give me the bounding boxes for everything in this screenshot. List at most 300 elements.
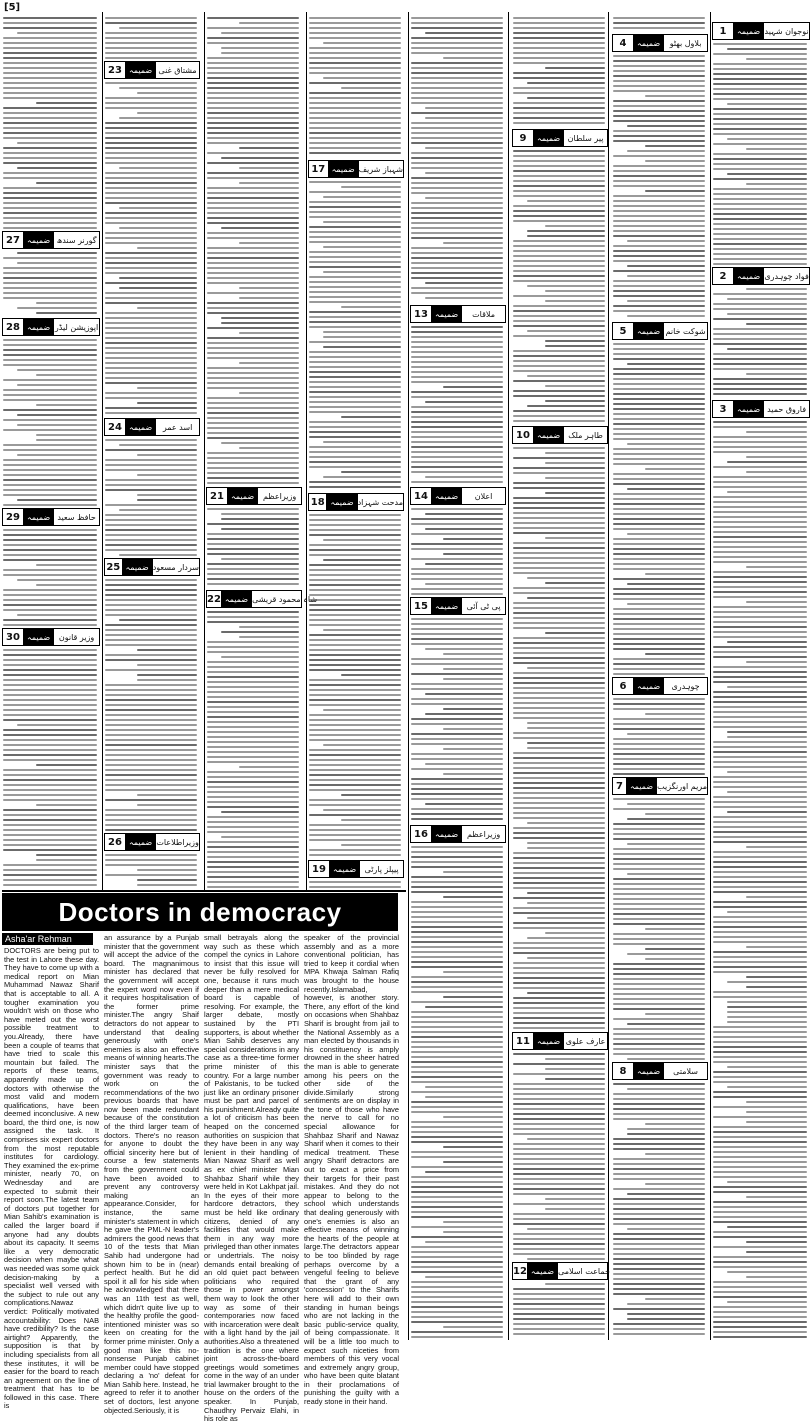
- urdu-text-line: [309, 82, 401, 84]
- urdu-text-line: [411, 1066, 503, 1068]
- section-head: [2, 231, 100, 249]
- urdu-text-line: [309, 799, 401, 801]
- urdu-text-line: [239, 447, 299, 449]
- urdu-text-line: [309, 649, 401, 651]
- urdu-text-line: [513, 712, 605, 714]
- urdu-text-line: [323, 336, 401, 338]
- urdu-text-line: [207, 337, 299, 339]
- urdu-text-block: [513, 444, 605, 1030]
- urdu-text-line: [137, 674, 197, 676]
- urdu-text-line: [309, 614, 401, 616]
- urdu-text-line: [411, 361, 503, 363]
- urdu-text-line: [613, 1158, 705, 1160]
- section-number: 14: [414, 490, 428, 502]
- urdu-text-line: [746, 1196, 807, 1198]
- urdu-text-line: [207, 377, 299, 379]
- section-number: 7: [615, 780, 623, 792]
- urdu-text-line: [713, 1151, 807, 1153]
- urdu-text-line: [727, 1181, 807, 1183]
- urdu-text-line: [3, 704, 97, 706]
- urdu-text-line: [513, 922, 605, 924]
- urdu-text-line: [105, 32, 197, 34]
- urdu-text-line: [137, 307, 197, 309]
- urdu-text-line: [105, 132, 197, 134]
- urdu-text-line: [105, 297, 197, 299]
- urdu-text-line: [746, 661, 807, 663]
- urdu-text-line: [613, 105, 705, 107]
- urdu-text-line: [207, 716, 299, 718]
- urdu-text-line: [713, 526, 807, 528]
- urdu-text-line: [713, 343, 807, 345]
- urdu-text-line: [627, 275, 705, 277]
- urdu-text-line: [513, 972, 605, 974]
- urdu-text-line: [425, 117, 503, 119]
- urdu-text-line: [613, 215, 705, 217]
- urdu-text-line: [105, 322, 197, 324]
- urdu-text-line: [341, 674, 401, 676]
- urdu-text-line: [513, 1108, 605, 1110]
- urdu-text-line: [207, 851, 299, 853]
- urdu-text-line: [545, 1078, 605, 1080]
- urdu-text-line: [3, 17, 97, 19]
- urdu-text-line: [613, 723, 705, 725]
- urdu-text-line: [425, 563, 503, 565]
- urdu-text-line: [411, 951, 503, 953]
- urdu-text-line: [513, 607, 605, 609]
- urdu-text-line: [411, 1321, 503, 1323]
- urdu-text-line: [411, 1061, 503, 1063]
- urdu-text-line: [443, 1231, 503, 1233]
- urdu-text-line: [713, 113, 807, 115]
- urdu-text-line: [613, 290, 705, 292]
- urdu-text-line: [309, 316, 401, 318]
- urdu-text-line: [513, 802, 605, 804]
- section-number: 13: [414, 308, 428, 320]
- urdu-text-line: [105, 177, 197, 179]
- urdu-text-line: [207, 67, 299, 69]
- urdu-text-line: [3, 157, 97, 159]
- urdu-text-line: [411, 518, 503, 520]
- urdu-text-line: [613, 968, 705, 970]
- urdu-text-line: [713, 451, 807, 453]
- urdu-text-line: [3, 359, 97, 361]
- urdu-text-line: [411, 956, 503, 958]
- urdu-text-line: [411, 1111, 503, 1113]
- urdu-text-line: [411, 371, 503, 373]
- urdu-text-line: [627, 1088, 705, 1090]
- urdu-text-line: [713, 496, 807, 498]
- urdu-text-line: [221, 47, 299, 49]
- urdu-text-line: [513, 1022, 605, 1024]
- urdu-text-line: [309, 679, 401, 681]
- urdu-text-line: [36, 764, 97, 766]
- urdu-text-line: [513, 862, 605, 864]
- urdu-text-line: [513, 497, 605, 499]
- urdu-text-line: [411, 793, 503, 795]
- urdu-text-line: [411, 446, 503, 448]
- urdu-text-line: [411, 1021, 503, 1023]
- section-tag: ضمیمہ: [533, 426, 564, 444]
- urdu-text-line: [613, 245, 705, 247]
- urdu-text-line: [221, 528, 299, 530]
- urdu-text-line: [613, 1163, 705, 1165]
- urdu-text-line: [613, 453, 705, 455]
- urdu-text-line: [3, 267, 97, 269]
- urdu-text-line: [3, 444, 97, 446]
- urdu-text-line: [309, 544, 401, 546]
- urdu-text-line: [613, 618, 705, 620]
- urdu-text-line: [627, 803, 705, 805]
- urdu-text-line: [341, 819, 401, 821]
- urdu-text-line: [309, 241, 401, 243]
- urdu-text-block: [207, 505, 299, 588]
- urdu-text-line: [713, 1026, 807, 1028]
- urdu-text-line: [411, 1196, 503, 1198]
- urdu-text-line: [746, 946, 807, 948]
- urdu-text-line: [627, 363, 705, 365]
- urdu-text-line: [713, 646, 807, 648]
- urdu-text-line: [513, 647, 605, 649]
- urdu-text-line: [207, 508, 299, 510]
- urdu-text-line: [411, 351, 503, 353]
- urdu-text-line: [527, 1228, 605, 1230]
- urdu-text-line: [613, 838, 705, 840]
- urdu-text-line: [613, 1188, 705, 1190]
- urdu-text-line: [105, 122, 197, 124]
- urdu-text-line: [713, 881, 807, 883]
- section-head: [2, 508, 100, 526]
- urdu-text-line: [425, 528, 503, 530]
- urdu-text-line: [713, 78, 807, 80]
- urdu-text-line: [3, 494, 97, 496]
- urdu-text-block: [207, 608, 299, 888]
- urdu-text-line: [309, 201, 401, 203]
- section-tag: ضمیمہ: [122, 558, 153, 576]
- urdu-text-line: [3, 669, 97, 671]
- urdu-text-line: [613, 993, 705, 995]
- urdu-text-line: [513, 107, 605, 109]
- urdu-text-line: [411, 1076, 503, 1078]
- column-rule: [204, 12, 205, 890]
- urdu-text-line: [713, 801, 807, 803]
- urdu-text-line: [207, 212, 299, 214]
- urdu-text-line: [613, 1208, 705, 1210]
- urdu-text-line: [105, 809, 197, 811]
- urdu-text-line: [727, 138, 807, 140]
- urdu-text-line: [713, 83, 807, 85]
- section-name: بلاول بھٹو: [669, 38, 702, 48]
- urdu-text-line: [411, 471, 503, 473]
- urdu-text-line: [105, 392, 197, 394]
- urdu-text-line: [425, 476, 503, 478]
- urdu-text-line: [627, 843, 705, 845]
- urdu-text-line: [17, 724, 97, 726]
- urdu-text-line: [105, 639, 197, 641]
- urdu-text-line: [527, 847, 605, 849]
- section-number: 1: [719, 25, 727, 37]
- urdu-text-line: [513, 52, 605, 54]
- urdu-text-line: [411, 961, 503, 963]
- urdu-text-line: [411, 247, 503, 249]
- urdu-text-line: [713, 1201, 807, 1203]
- urdu-text-line: [513, 1143, 605, 1145]
- urdu-text-line: [323, 809, 401, 811]
- urdu-text-line: [713, 746, 807, 748]
- urdu-text-line: [3, 504, 97, 506]
- urdu-text-line: [207, 407, 299, 409]
- urdu-text-line: [513, 657, 605, 659]
- urdu-text-line: [513, 487, 605, 489]
- urdu-text-line: [17, 499, 97, 501]
- urdu-text-line: [105, 157, 197, 159]
- urdu-text-line: [627, 1133, 705, 1135]
- urdu-text-line: [207, 548, 299, 550]
- urdu-text-line: [613, 398, 705, 400]
- section-number: 9: [519, 132, 527, 144]
- urdu-text-line: [513, 205, 605, 207]
- urdu-text-line: [3, 759, 97, 761]
- urdu-text-line: [221, 322, 299, 324]
- urdu-text-line: [3, 754, 97, 756]
- urdu-text-line: [713, 73, 807, 75]
- urdu-text-line: [627, 1058, 705, 1060]
- urdu-text-line: [425, 803, 503, 805]
- urdu-text-line: [411, 861, 503, 863]
- urdu-text-line: [613, 808, 705, 810]
- urdu-text-line: [207, 432, 299, 434]
- urdu-text-line: [3, 769, 97, 771]
- urdu-text-line: [3, 192, 97, 194]
- urdu-text-line: [207, 112, 299, 114]
- urdu-text-line: [713, 741, 807, 743]
- urdu-text-line: [105, 372, 197, 374]
- urdu-text-line: [411, 688, 503, 690]
- urdu-text-line: [527, 742, 605, 744]
- urdu-text-line: [713, 951, 807, 953]
- urdu-text-line: [613, 17, 705, 19]
- urdu-text-line: [411, 753, 503, 755]
- urdu-text-line: [613, 553, 705, 555]
- urdu-text-line: [527, 957, 605, 959]
- urdu-text-line: [613, 90, 705, 92]
- urdu-text-line: [713, 941, 807, 943]
- urdu-text-line: [513, 627, 605, 629]
- section-head: [612, 777, 708, 795]
- urdu-text-line: [513, 702, 605, 704]
- urdu-text-line: [221, 442, 299, 444]
- urdu-text-line: [105, 824, 197, 826]
- urdu-text-line: [309, 466, 401, 468]
- urdu-text-line: [613, 1003, 705, 1005]
- urdu-text-line: [207, 217, 299, 219]
- urdu-text-line: [411, 396, 503, 398]
- urdu-text-line: [727, 48, 807, 50]
- urdu-text-line: [239, 167, 299, 169]
- urdu-text-line: [411, 618, 503, 620]
- urdu-text-line: [613, 1043, 705, 1045]
- urdu-text-line: [207, 791, 299, 793]
- urdu-text-line: [105, 262, 197, 264]
- urdu-text-line: [309, 519, 401, 521]
- urdu-text-line: [513, 175, 605, 177]
- urdu-text-line: [3, 339, 97, 341]
- urdu-text-line: [513, 527, 605, 529]
- urdu-text-line: [513, 872, 605, 874]
- urdu-text-line: [746, 1101, 807, 1103]
- urdu-text-line: [411, 1296, 503, 1298]
- urdu-text-line: [411, 936, 503, 938]
- urdu-text-line: [207, 826, 299, 828]
- urdu-text-line: [613, 1253, 705, 1255]
- urdu-text-line: [513, 532, 605, 534]
- urdu-text-line: [309, 774, 401, 776]
- urdu-text-line: [309, 376, 401, 378]
- urdu-text-line: [207, 761, 299, 763]
- urdu-text-line: [411, 543, 503, 545]
- urdu-text-line: [411, 1156, 503, 1158]
- section-number: 24: [108, 421, 122, 433]
- urdu-text-line: [425, 763, 503, 765]
- urdu-text-line: [207, 543, 299, 545]
- urdu-text-line: [513, 797, 605, 799]
- urdu-text-line: [513, 1002, 605, 1004]
- urdu-text-line: [513, 757, 605, 759]
- urdu-text-line: [713, 996, 807, 998]
- section-head: [104, 61, 200, 79]
- section-tag: ضمیمہ: [733, 400, 764, 418]
- urdu-text-line: [613, 235, 705, 237]
- urdu-text-line: [513, 787, 605, 789]
- urdu-text-line: [613, 738, 705, 740]
- urdu-text-line: [613, 343, 705, 345]
- urdu-text-line: [207, 696, 299, 698]
- urdu-text-line: [309, 17, 401, 19]
- urdu-text-line: [119, 277, 197, 279]
- urdu-text-line: [513, 482, 605, 484]
- urdu-text-line: [3, 689, 97, 691]
- urdu-text-line: [3, 47, 97, 49]
- urdu-text-line: [513, 1073, 605, 1075]
- urdu-text-line: [545, 225, 605, 227]
- urdu-text-line: [613, 100, 705, 102]
- urdu-text-line: [309, 147, 401, 149]
- urdu-text-line: [513, 962, 605, 964]
- urdu-text-line: [713, 611, 807, 613]
- urdu-text-line: [309, 107, 401, 109]
- urdu-text-line: [309, 72, 401, 74]
- urdu-text-line: [513, 557, 605, 559]
- urdu-text-line: [309, 386, 401, 388]
- urdu-text-line: [411, 97, 503, 99]
- urdu-text-block: [513, 1280, 605, 1338]
- urdu-text-line: [425, 197, 503, 199]
- urdu-text-line: [411, 1271, 503, 1273]
- urdu-text-line: [3, 739, 97, 741]
- urdu-text-line: [713, 506, 807, 508]
- urdu-text-line: [411, 272, 503, 274]
- urdu-text-line: [411, 1246, 503, 1248]
- urdu-text-line: [207, 886, 299, 888]
- urdu-text-line: [627, 150, 705, 152]
- urdu-text-line: [3, 549, 97, 551]
- urdu-text-line: [513, 1133, 605, 1135]
- urdu-text-line: [513, 1248, 605, 1250]
- urdu-text-line: [613, 423, 705, 425]
- urdu-text-line: [207, 583, 299, 585]
- urdu-text-line: [411, 593, 503, 595]
- urdu-text-line: [105, 257, 197, 259]
- urdu-text-line: [713, 436, 807, 438]
- urdu-text-block: [411, 505, 503, 595]
- urdu-text-line: [309, 127, 401, 129]
- urdu-text-line: [613, 115, 705, 117]
- urdu-text-line: [105, 854, 197, 856]
- section-head: [712, 400, 810, 418]
- urdu-text-line: [727, 298, 807, 300]
- urdu-text-line: [411, 167, 503, 169]
- urdu-text-line: [309, 451, 401, 453]
- urdu-text-line: [341, 844, 401, 846]
- urdu-text-line: [545, 1283, 605, 1285]
- section-tag: ضمیمہ: [326, 493, 357, 511]
- column-rule: [608, 12, 609, 1340]
- urdu-text-line: [645, 928, 705, 930]
- urdu-text-line: [613, 285, 705, 287]
- urdu-text-line: [207, 776, 299, 778]
- urdu-text-line: [105, 367, 197, 369]
- urdu-text-line: [746, 431, 807, 433]
- urdu-text-line: [207, 97, 299, 99]
- urdu-text-line: [713, 956, 807, 958]
- urdu-text-line: [105, 197, 197, 199]
- urdu-text-line: [727, 313, 807, 315]
- urdu-text-line: [309, 529, 401, 531]
- urdu-text-line: [411, 217, 503, 219]
- urdu-text-line: [411, 698, 503, 700]
- urdu-text-line: [105, 604, 197, 606]
- urdu-text-line: [746, 373, 807, 375]
- urdu-text-line: [411, 1266, 503, 1268]
- urdu-text-line: [613, 225, 705, 227]
- urdu-text-line: [727, 491, 807, 493]
- urdu-text-line: [527, 577, 605, 579]
- urdu-text-line: [309, 211, 401, 213]
- urdu-text-line: [411, 212, 503, 214]
- section-tag: ضمیمہ: [533, 1032, 564, 1050]
- urdu-text-line: [613, 963, 705, 965]
- urdu-text-line: [713, 1161, 807, 1163]
- urdu-text-line: [513, 62, 605, 64]
- urdu-text-line: [309, 47, 401, 49]
- urdu-text-line: [613, 753, 705, 755]
- urdu-text-line: [613, 418, 705, 420]
- urdu-text-line: [207, 107, 299, 109]
- urdu-text-line: [513, 827, 605, 829]
- urdu-text-line: [105, 337, 197, 339]
- urdu-text-line: [713, 1261, 807, 1263]
- urdu-text-line: [3, 22, 97, 24]
- urdu-text-line: [727, 1021, 807, 1023]
- urdu-text-line: [119, 27, 197, 29]
- urdu-text-line: [207, 786, 299, 788]
- urdu-text-line: [613, 703, 705, 705]
- urdu-text-line: [513, 325, 605, 327]
- urdu-text-line: [309, 181, 401, 183]
- urdu-text-line: [513, 507, 605, 509]
- urdu-text-line: [513, 782, 605, 784]
- urdu-text-block: [411, 14, 503, 303]
- urdu-text-line: [513, 1053, 605, 1055]
